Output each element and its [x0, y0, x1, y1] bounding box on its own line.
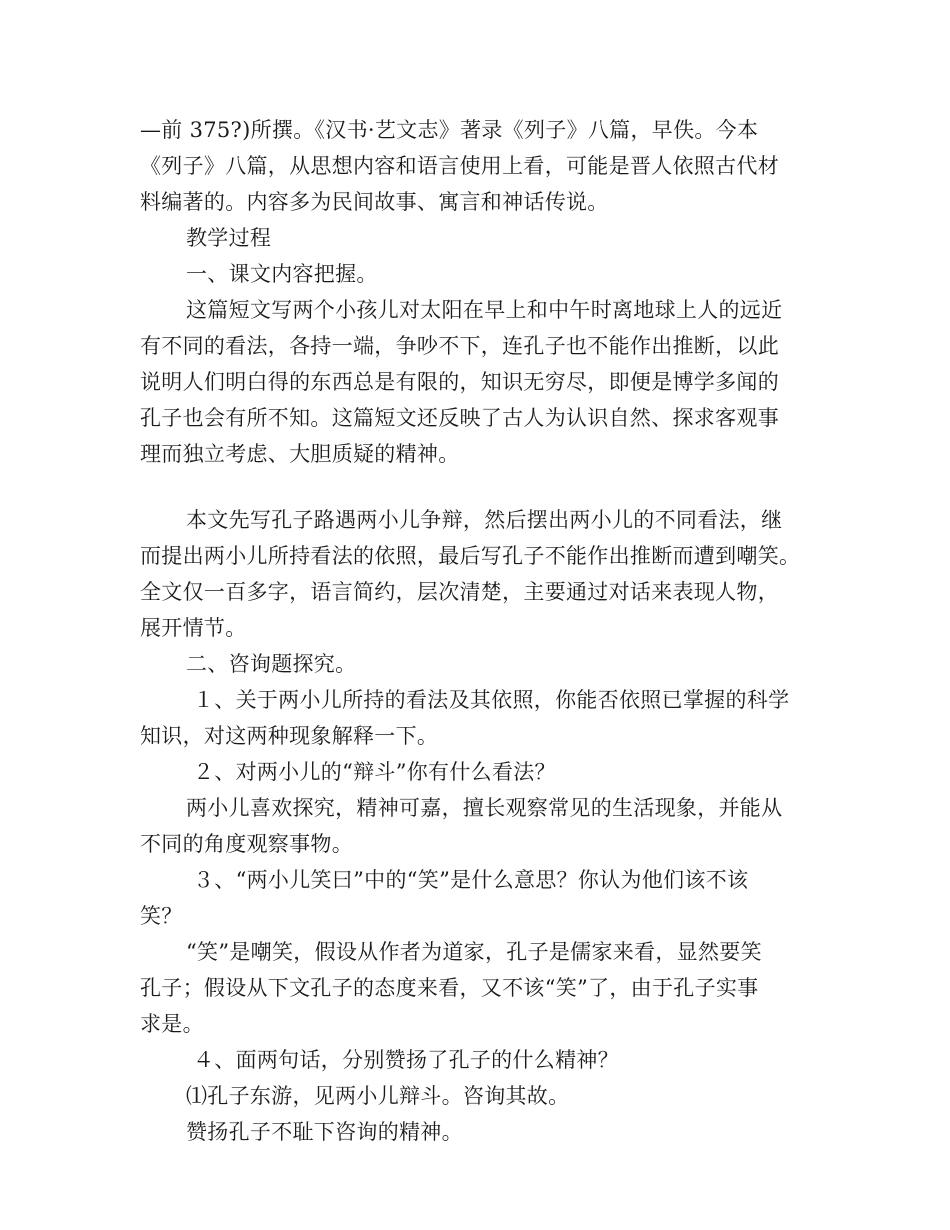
- text-line: 孔子也会有所不知。这篇短文还反映了古人为认识自然、探求客观事: [140, 406, 779, 430]
- text-line: 孔子；假设从下文孔子的态度来看，又不该“笑”了，由于孔子实事: [140, 976, 759, 1000]
- text-line: —前 375?)所撰。《汉书·艺文志》著录《列子》八篇，早佚。今本: [140, 118, 759, 142]
- section-heading: 教学过程: [186, 226, 272, 250]
- text-line: 说明人们明白得的东西总是有限的，知识无穷尽，即便是博学多闻的: [140, 370, 779, 394]
- text-line: 不同的角度观察事物。: [140, 832, 353, 856]
- question-item: ３、“两小儿笑曰”中的“笑”是什么意思？你认为他们该不该: [186, 868, 749, 892]
- paragraph-start: 这篇短文写两个小孩儿对太阳在早上和中午时离地球上人的远近: [186, 298, 783, 322]
- text-line: 理而独立考虑、大胆质疑的精神。: [140, 442, 460, 466]
- text-line: 而提出两小儿所持看法的依照，最后写孔子不能作出推断而遭到嘲笑。: [140, 544, 801, 568]
- text-line: 笑？: [140, 904, 183, 928]
- question-item: ４、面两句话，分别赞扬了孔子的什么精神？: [186, 1048, 619, 1072]
- text-line: 《列子》八篇，从思想内容和语言使用上看，可能是晋人依照古代材: [140, 154, 779, 178]
- answer-paragraph: “笑”是嘲笑，假设从作者为道家，孔子是儒家来看，显然要笑: [186, 940, 762, 964]
- answer-paragraph: 两小儿喜欢探究，精神可嘉，擅长观察常见的生活现象，并能从: [186, 796, 783, 820]
- section-heading: 二、咨询题探究。: [186, 652, 357, 676]
- text-line: 有不同的看法，各持一端，争吵不下，连孔子也不能作出推断，以此: [140, 334, 779, 358]
- section-heading: 一、课文内容把握。: [186, 262, 378, 286]
- paragraph-start: 本文先写孔子路遇两小儿争辩，然后摆出两小儿的不同看法，继: [186, 508, 783, 532]
- text-line: 料编著的。内容多为民间故事、寓言和神话传说。: [140, 190, 609, 214]
- text-line: 展开情节。: [140, 616, 247, 640]
- text-line: 求是。: [140, 1012, 204, 1036]
- sub-item: ⑴孔子东游，见两小儿辩斗。咨询其故。: [186, 1084, 570, 1108]
- question-item: １、关于两小儿所持的看法及其依照，你能否依照已掌握的科学: [186, 688, 790, 712]
- question-item: ２、对两小儿的“辩斗”你有什么看法？: [186, 760, 556, 784]
- text-line: 知识，对这两种现象解释一下。: [140, 724, 439, 748]
- text-line: 全文仅一百多字，语言简约，层次清楚，主要通过对话来表现人物，: [140, 580, 779, 604]
- answer-paragraph: 赞扬孔子不耻下咨询的精神。: [186, 1120, 463, 1144]
